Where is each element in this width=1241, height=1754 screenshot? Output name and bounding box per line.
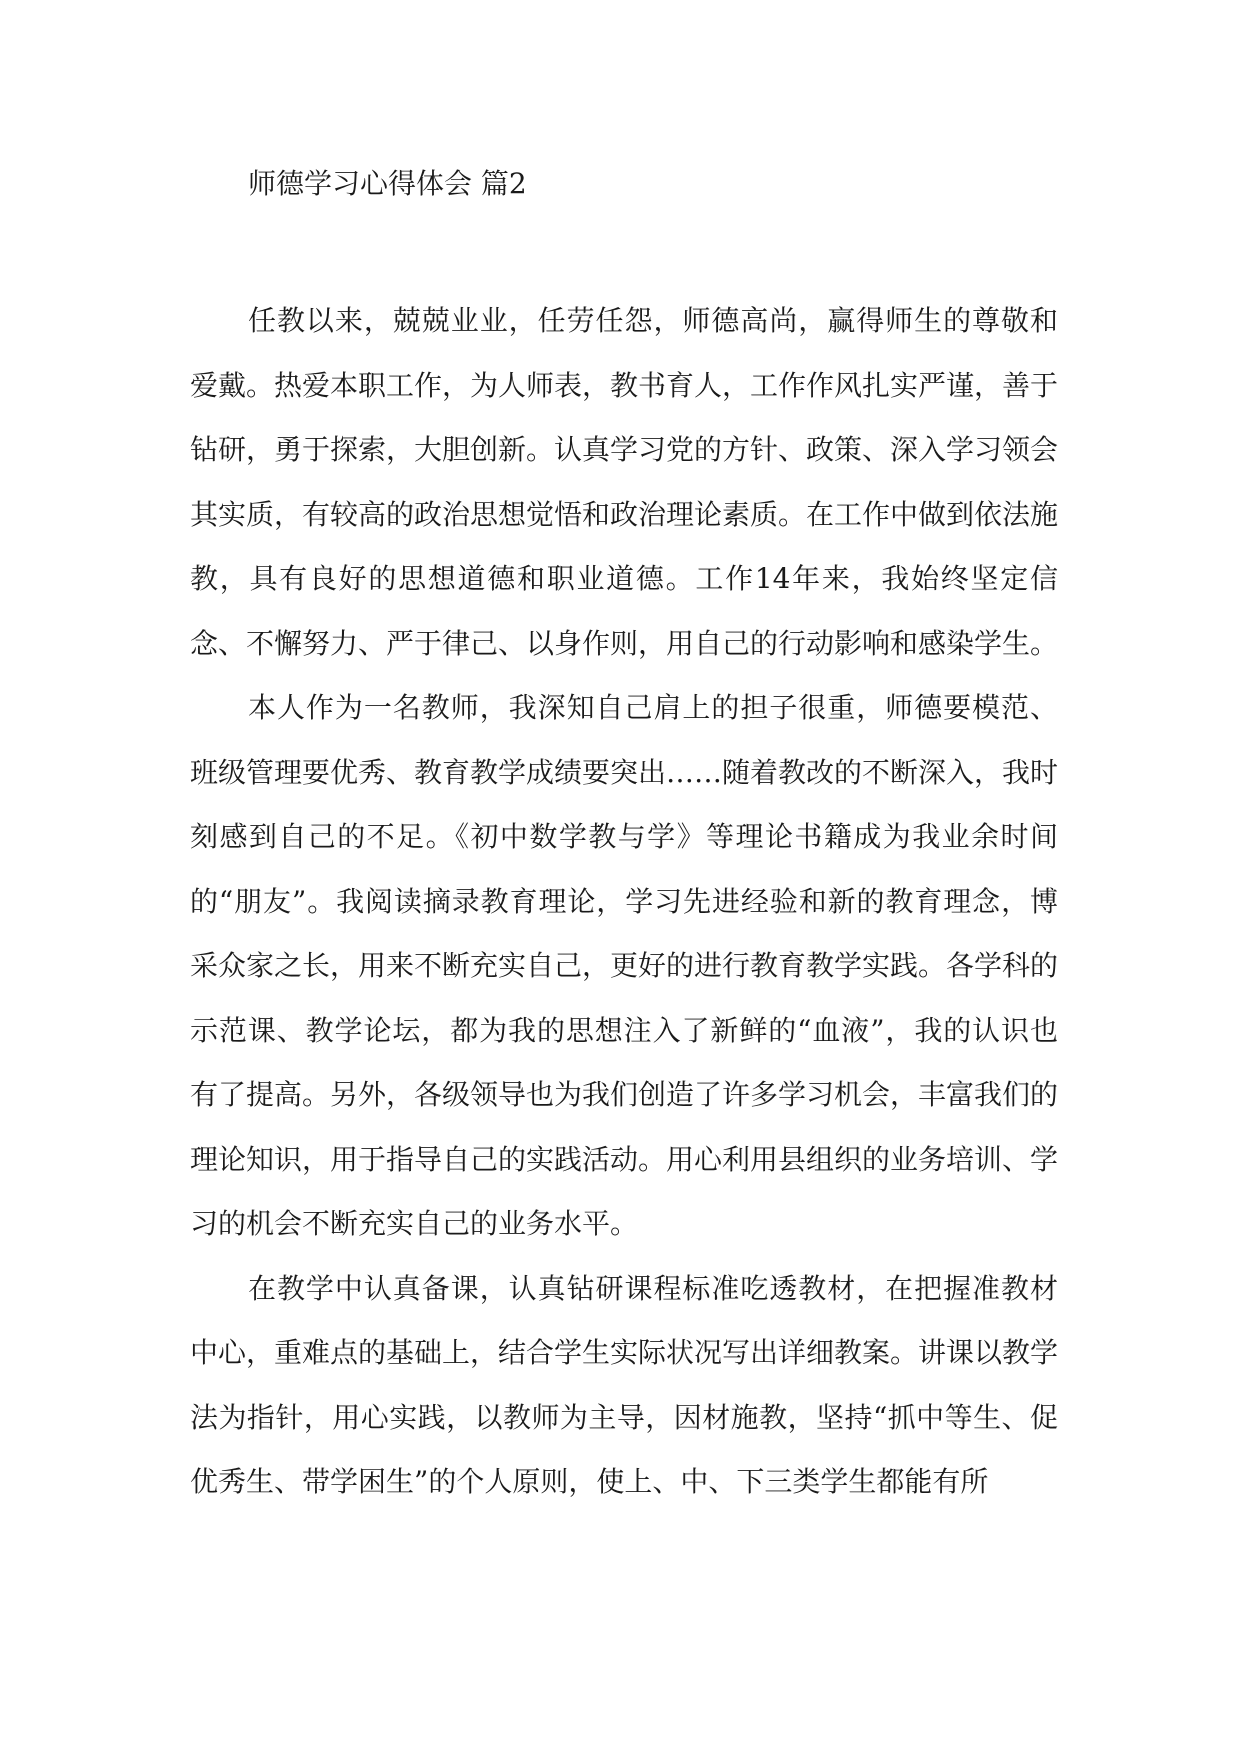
document-title: 师德学习心得体会 篇2 (248, 167, 527, 200)
paragraph-3: 在教学中认真备课，认真钻研课程标准吃透教材，在把握准教材中心，重难点的基础上，结合学生实际状况写出详细教案。讲课以教学法为指针，用心实践，以教师为主导，因材施教，坚持“抓中等生、促优秀生、带学困生”的个人原则，使上、中、下三类学生都能有所 (190, 1271, 1059, 1498)
paragraph-1: 任教以来，兢兢业业，任劳任怨，师德高尚，赢得师生的尊敬和爱戴。热爱本职工作，为人师表，教书育人，工作作风扎实严谨，善于钻研，勇于探索，大胆创新。认真学习党的方针、政策、深入学习领会其实质，有较高的政治思想觉悟和政治理论素质。在工作中做到依法施教，具有良好的思想道德和职业道德。工作14年来，我始终坚定信念、不懈努力、严于律己、以身作则，用自己的行动影响和感染学生。 (190, 304, 1059, 660)
paragraph-2: 本人作为一名教师，我深知自己肩上的担子很重，师德要模范、班级管理要优秀、教育教学成绩要突出……随着教改的不断深入，我时刻感到自己的不足。《初中数学教与学》等理论书籍成为我业余时间的“朋友”。我阅读摘录教育理论，学习先进经验和新的教育理念，博采众家之长，用来不断充实自己，更好的进行教育教学实践。各学科的示范课、教学论坛，都为我的思想注入了新鲜的“血液”，我的认识也有了提高。另外，各级领导也为我们创造了许多学习机会，丰富我们的理论知识，用于指导自己的实践活动。用心利用县组织的业务培训、学习的机会不断充实自己的业务水平。 (190, 691, 1059, 1240)
document-body (190, 289, 1058, 1515)
